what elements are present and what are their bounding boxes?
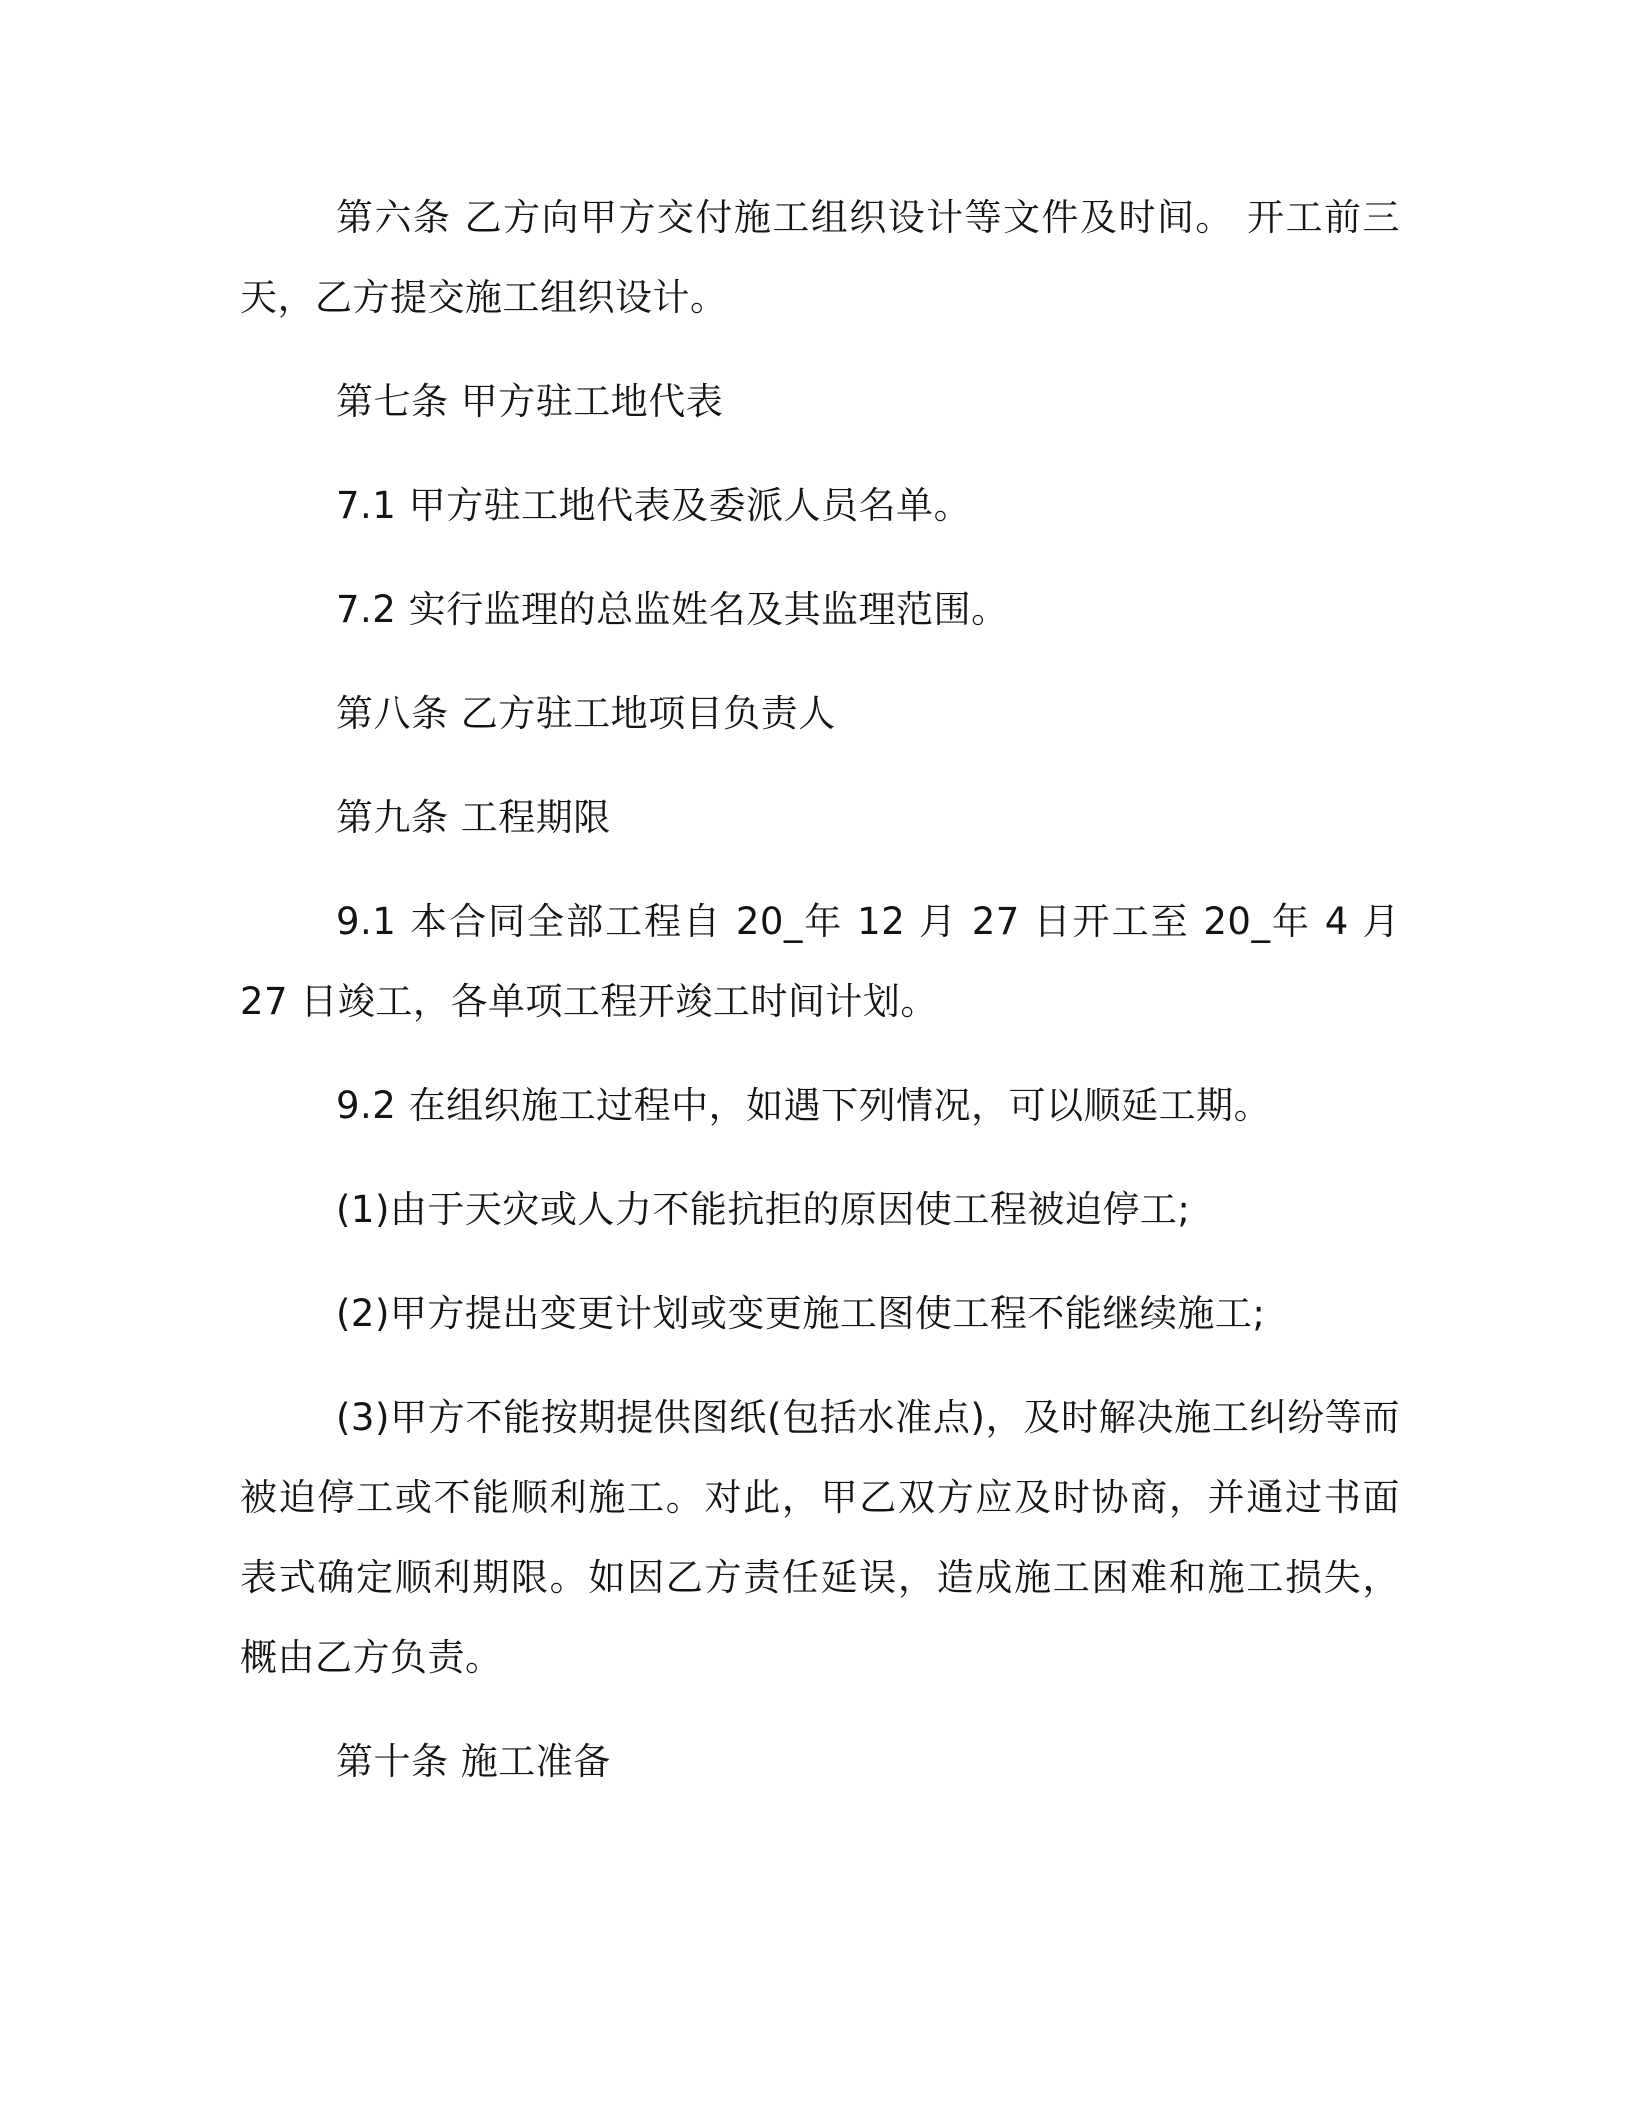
clause-9-2-item-1: (1)由于天灾或人力不能抗拒的原因使工程被迫停工;: [336, 1188, 1191, 1231]
clause-7-1: 7.1 甲方驻工地代表及委派人员名单。: [336, 484, 972, 527]
clause-6: 第六条 乙方向甲方交付施工组织设计等文件及时间。 开工前三天，乙方提交施工组织设计。: [240, 196, 1400, 319]
clause-8-heading: 第八条 乙方驻工地项目负责人: [336, 692, 836, 735]
clause-9-2-item-3: (3)甲方不能按期提供图纸(包括水准点)，及时解决施工纠纷等而被迫停工或不能顺利施工。对此，甲乙双方应及时协商，并通过书面表式确定顺利期限。如因乙方责任延误，造成施工困难和施工损失，概由乙方负责。: [240, 1396, 1400, 1679]
clause-9-2: 9.2 在组织施工过程中，如遇下列情况，可以顺延工期。: [336, 1084, 1272, 1127]
clause-9-1: 9.1 本合同全部工程自 20_年 12 月 27 日开工至 20_年 4 月 27 日竣工，各单项工程开竣工时间计划。: [240, 900, 1400, 1023]
clause-9-heading: 第九条 工程期限: [336, 796, 611, 839]
clause-10-heading: 第十条 施工准备: [336, 1740, 611, 1783]
document-body: [240, 178, 1400, 1826]
clause-7-heading: 第七条 甲方驻工地代表: [336, 380, 724, 423]
clause-9-2-item-2: (2)甲方提出变更计划或变更施工图使工程不能继续施工;: [336, 1292, 1266, 1335]
clause-7-2: 7.2 实行监理的总监姓名及其监理范围。: [336, 588, 1009, 631]
